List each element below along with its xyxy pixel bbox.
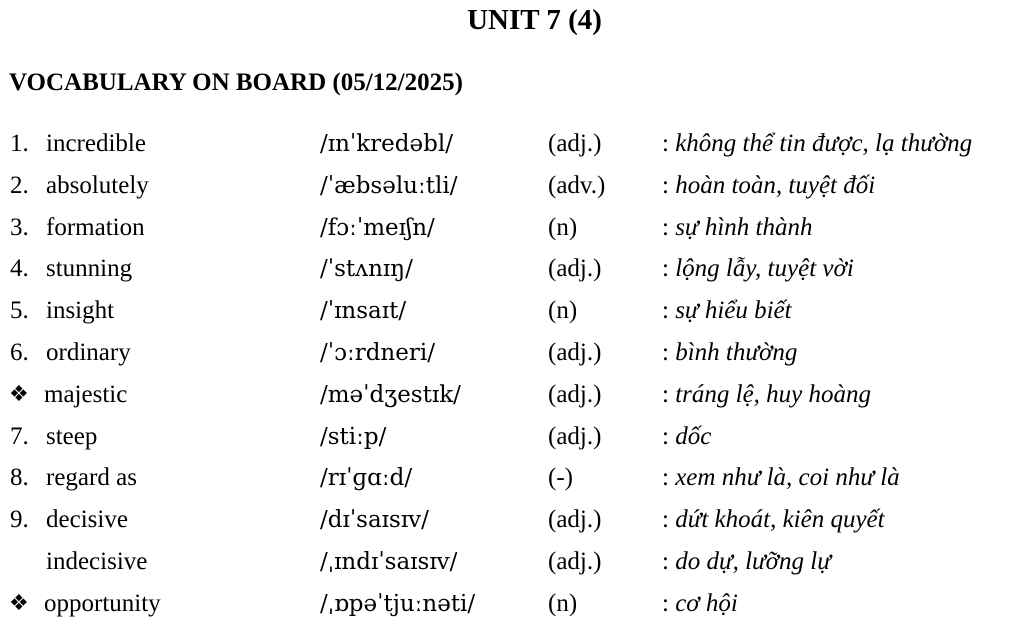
item-number: 3. bbox=[10, 213, 29, 241]
item-number: 4. bbox=[10, 255, 29, 283]
vocab-row bbox=[0, 126, 1029, 168]
meaning-text: bình thường bbox=[675, 338, 798, 366]
meaning-text: tráng lệ, huy hoàng bbox=[675, 380, 872, 408]
vocab-meaning bbox=[662, 544, 831, 580]
vocab-word: stunning bbox=[46, 255, 133, 283]
vocab-part-of-speech: (adj.) bbox=[548, 255, 602, 283]
vocab-meaning bbox=[662, 293, 792, 329]
meaning-text: xem như là, coi như là bbox=[675, 464, 900, 492]
meaning-text: hoàn toàn, tuyệt đối bbox=[675, 171, 876, 199]
item-number: 7. bbox=[10, 422, 29, 450]
meaning-text: dứt khoát, kiên quyết bbox=[675, 506, 885, 534]
item-number: 8. bbox=[10, 464, 29, 492]
diamond-bullet-icon: ❖ bbox=[9, 381, 29, 407]
vocab-word: ordinary bbox=[46, 338, 131, 366]
vocab-part-of-speech: (n) bbox=[548, 589, 578, 617]
vocab-row bbox=[0, 335, 1029, 377]
meaning-text: dốc bbox=[675, 422, 712, 450]
vocab-word: opportunity bbox=[44, 589, 161, 617]
meaning-text: sự hiểu biết bbox=[675, 297, 792, 325]
vocab-row bbox=[0, 210, 1029, 252]
page-title: UNIT 7 (4) bbox=[467, 4, 602, 36]
item-number: 5. bbox=[10, 297, 29, 325]
vocab-word: insight bbox=[46, 297, 115, 325]
meaning-text: không thể tin được, lạ thường bbox=[675, 130, 973, 157]
meaning-text: do dự, lưỡng lự bbox=[675, 547, 831, 575]
vocab-pronunciation: /məˈdʒestɪk/ bbox=[320, 381, 461, 408]
vocab-word: decisive bbox=[46, 506, 128, 534]
vocab-part-of-speech: (adj.) bbox=[548, 422, 602, 450]
vocab-word: indecisive bbox=[46, 547, 148, 575]
meaning-separator: : bbox=[662, 422, 676, 450]
vocabulary-list bbox=[0, 126, 1029, 628]
vocab-row bbox=[0, 168, 1029, 210]
vocab-meaning bbox=[662, 502, 885, 538]
vocab-word: formation bbox=[46, 213, 145, 241]
vocab-meaning bbox=[662, 460, 900, 496]
vocab-pronunciation: /rɪˈɡɑːd/ bbox=[320, 465, 413, 492]
vocab-part-of-speech: (adj.) bbox=[548, 547, 602, 575]
vocab-word: majestic bbox=[44, 380, 128, 408]
vocab-part-of-speech: (-) bbox=[548, 464, 573, 492]
meaning-separator: : bbox=[662, 464, 676, 492]
vocab-part-of-speech: (adj.) bbox=[548, 506, 602, 534]
vocab-meaning bbox=[662, 251, 854, 287]
vocab-row bbox=[0, 586, 1029, 628]
vocab-part-of-speech: (n) bbox=[548, 213, 578, 241]
meaning-separator: : bbox=[662, 547, 676, 575]
vocab-word: absolutely bbox=[46, 171, 149, 199]
vocab-row bbox=[0, 293, 1029, 335]
vocab-meaning bbox=[662, 210, 812, 246]
vocab-row bbox=[0, 502, 1029, 544]
vocab-pronunciation: /ˈstʌnɪŋ/ bbox=[320, 256, 413, 283]
meaning-text: lộng lẫy, tuyệt vời bbox=[675, 255, 854, 283]
vocab-meaning bbox=[662, 335, 797, 371]
meaning-separator: : bbox=[662, 506, 676, 534]
vocab-pronunciation: /ˈæbsəluːtli/ bbox=[320, 172, 458, 199]
vocab-meaning bbox=[662, 586, 738, 622]
meaning-separator: : bbox=[662, 589, 676, 617]
vocab-pronunciation: /fɔːˈmeɪʃn/ bbox=[320, 214, 435, 241]
vocab-part-of-speech: (adj.) bbox=[548, 380, 602, 408]
vocab-pronunciation: /ˈɔːrdneri/ bbox=[320, 339, 435, 366]
vocab-pronunciation: /stiːp/ bbox=[320, 423, 387, 450]
vocab-pronunciation: /ˈɪnsaɪt/ bbox=[320, 298, 407, 325]
vocab-meaning bbox=[662, 377, 871, 413]
item-number: 1. bbox=[10, 130, 29, 157]
vocab-part-of-speech: (adj.) bbox=[548, 130, 602, 157]
vocab-pronunciation: /ˌɒpəˈtjuːnəti/ bbox=[320, 590, 476, 617]
meaning-separator: : bbox=[662, 380, 676, 408]
meaning-separator: : bbox=[662, 213, 676, 241]
vocab-meaning bbox=[662, 168, 875, 204]
meaning-separator: : bbox=[662, 130, 676, 157]
section-heading: VOCABULARY ON BOARD (05/12/2025) bbox=[9, 69, 463, 96]
vocab-word: regard as bbox=[46, 464, 137, 492]
vocab-pronunciation: /ˌɪndɪˈsaɪsɪv/ bbox=[320, 548, 458, 575]
item-number: 2. bbox=[10, 171, 29, 199]
meaning-separator: : bbox=[662, 255, 676, 283]
vocab-row bbox=[0, 251, 1029, 293]
meaning-separator: : bbox=[662, 171, 676, 199]
vocab-row bbox=[0, 460, 1029, 502]
meaning-text: sự hình thành bbox=[675, 213, 813, 241]
vocab-part-of-speech: (n) bbox=[548, 297, 578, 325]
vocab-word: steep bbox=[46, 422, 98, 450]
vocab-pronunciation: /ɪnˈkredəbl/ bbox=[320, 131, 453, 157]
vocab-row bbox=[0, 544, 1029, 586]
vocab-pronunciation: /dɪˈsaɪsɪv/ bbox=[320, 507, 429, 534]
vocab-meaning bbox=[662, 126, 972, 162]
vocab-row bbox=[0, 377, 1029, 419]
item-number: 9. bbox=[10, 506, 29, 534]
meaning-separator: : bbox=[662, 338, 676, 366]
vocab-part-of-speech: (adv.) bbox=[548, 171, 606, 199]
diamond-bullet-icon: ❖ bbox=[9, 590, 29, 616]
vocab-word: incredible bbox=[46, 130, 146, 157]
meaning-separator: : bbox=[662, 297, 676, 325]
vocab-part-of-speech: (adj.) bbox=[548, 338, 602, 366]
item-number: 6. bbox=[10, 338, 29, 366]
meaning-text: cơ hội bbox=[675, 589, 738, 617]
vocab-meaning bbox=[662, 419, 711, 455]
vocab-row bbox=[0, 419, 1029, 461]
